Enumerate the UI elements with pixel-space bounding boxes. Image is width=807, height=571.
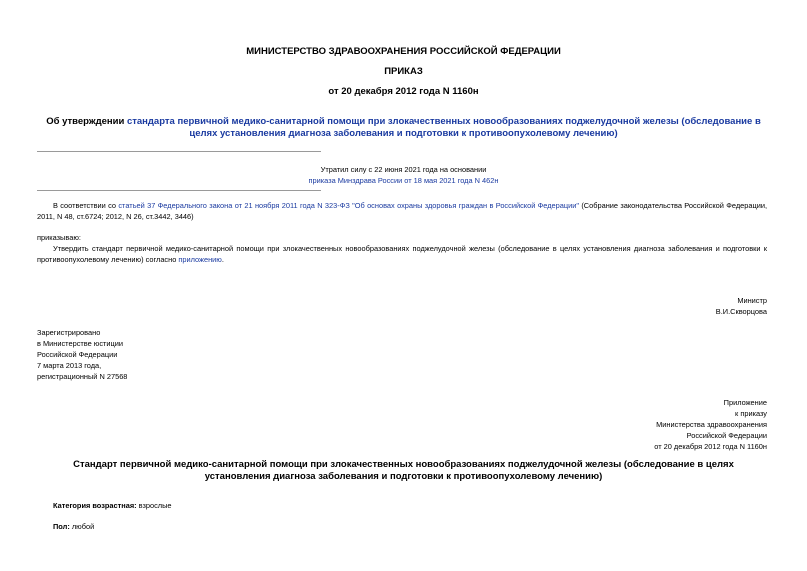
doc-type-heading: ПРИКАЗ [384,66,423,77]
appendix-line: к приказу [735,409,767,418]
registration-line: 7 марта 2013 года, [37,361,102,370]
law-article-link[interactable]: статьей 37 Федерального закона от 21 ноября 2011 года N 323-ФЗ "Об основах охраны здоровья граждан в Российской Федерации" [118,201,579,210]
validity-order-link[interactable]: приказа Минздрава России от 18 мая 2021 года N 462н [308,176,499,185]
age-category-value: взрослые [136,501,172,510]
document-title [40,116,767,140]
preamble-suffix: (Собрание законодательства Российской Федерации, 2011, N 48, ст.6724; 2012, N 26, ст.3442, 3446) [37,201,768,221]
validity-note: Утратил силу с 22 июня 2021 года на основании [320,165,487,174]
sex-category [53,521,94,532]
sex-value: любой [69,522,95,531]
appendix-link[interactable]: приложению [178,255,222,264]
preamble-paragraph [37,200,767,222]
divider-bottom [37,190,321,191]
signature-name: В.И.Скворцова [715,307,767,316]
registration-line: в Министерстве юстиции [37,339,124,348]
order-paragraph [37,243,767,265]
doc-date-number: от 20 декабря 2012 года N 1160н [328,86,479,97]
order-text-end: . [221,255,224,264]
age-category [53,500,172,511]
registration-line: Российской Федерации [37,350,118,359]
appendix-line: Министерства здравоохранения [656,420,767,429]
registration-line: регистрационный N 27568 [37,372,128,381]
appendix-line: Приложение [723,398,767,407]
standard-title: Стандарт первичной медико-санитарной помощи при злокачественных новообразованиях поджелудочной железы (обследование в целях установления диагноза заболевания и подготовки к противоопухолевому лечению) [73,459,734,482]
sex-label: Пол: [53,522,70,531]
title-standard-link[interactable]: стандарта первичной медико-санитарной помощи при злокачественных новообразованиях поджелудочной железы (обследование в целях установления диагноза заболевания и подготовки к противоопухолевому лечению) [126,116,761,139]
registration-block [37,327,127,382]
ministry-heading: МИНИСТЕРСТВО ЗДРАВООХРАНЕНИЯ РОССИЙСКОЙ ФЕДЕРАЦИИ [246,46,561,57]
order-label: приказываю: [37,233,81,242]
order-text: Утвердить стандарт первичной медико-санитарной помощи при злокачественных новообразованиях поджелудочной железы (обследование в целях установления диагноза заболевания и подготовки к противоопухолевому лечению) согласно [37,244,767,264]
signature-position: Министр [737,296,767,305]
preamble-prefix: В соответствии со [53,201,119,210]
appendix-line: от 20 декабря 2012 года N 1160н [654,442,767,451]
title-prefix: Об утверждении [46,116,127,127]
appendix-line: Российской Федерации [686,431,767,440]
age-category-label: Категория возрастная: [53,501,137,510]
registration-line: Зарегистрировано [37,328,101,337]
divider-top [37,151,321,152]
appendix-block [654,397,767,452]
